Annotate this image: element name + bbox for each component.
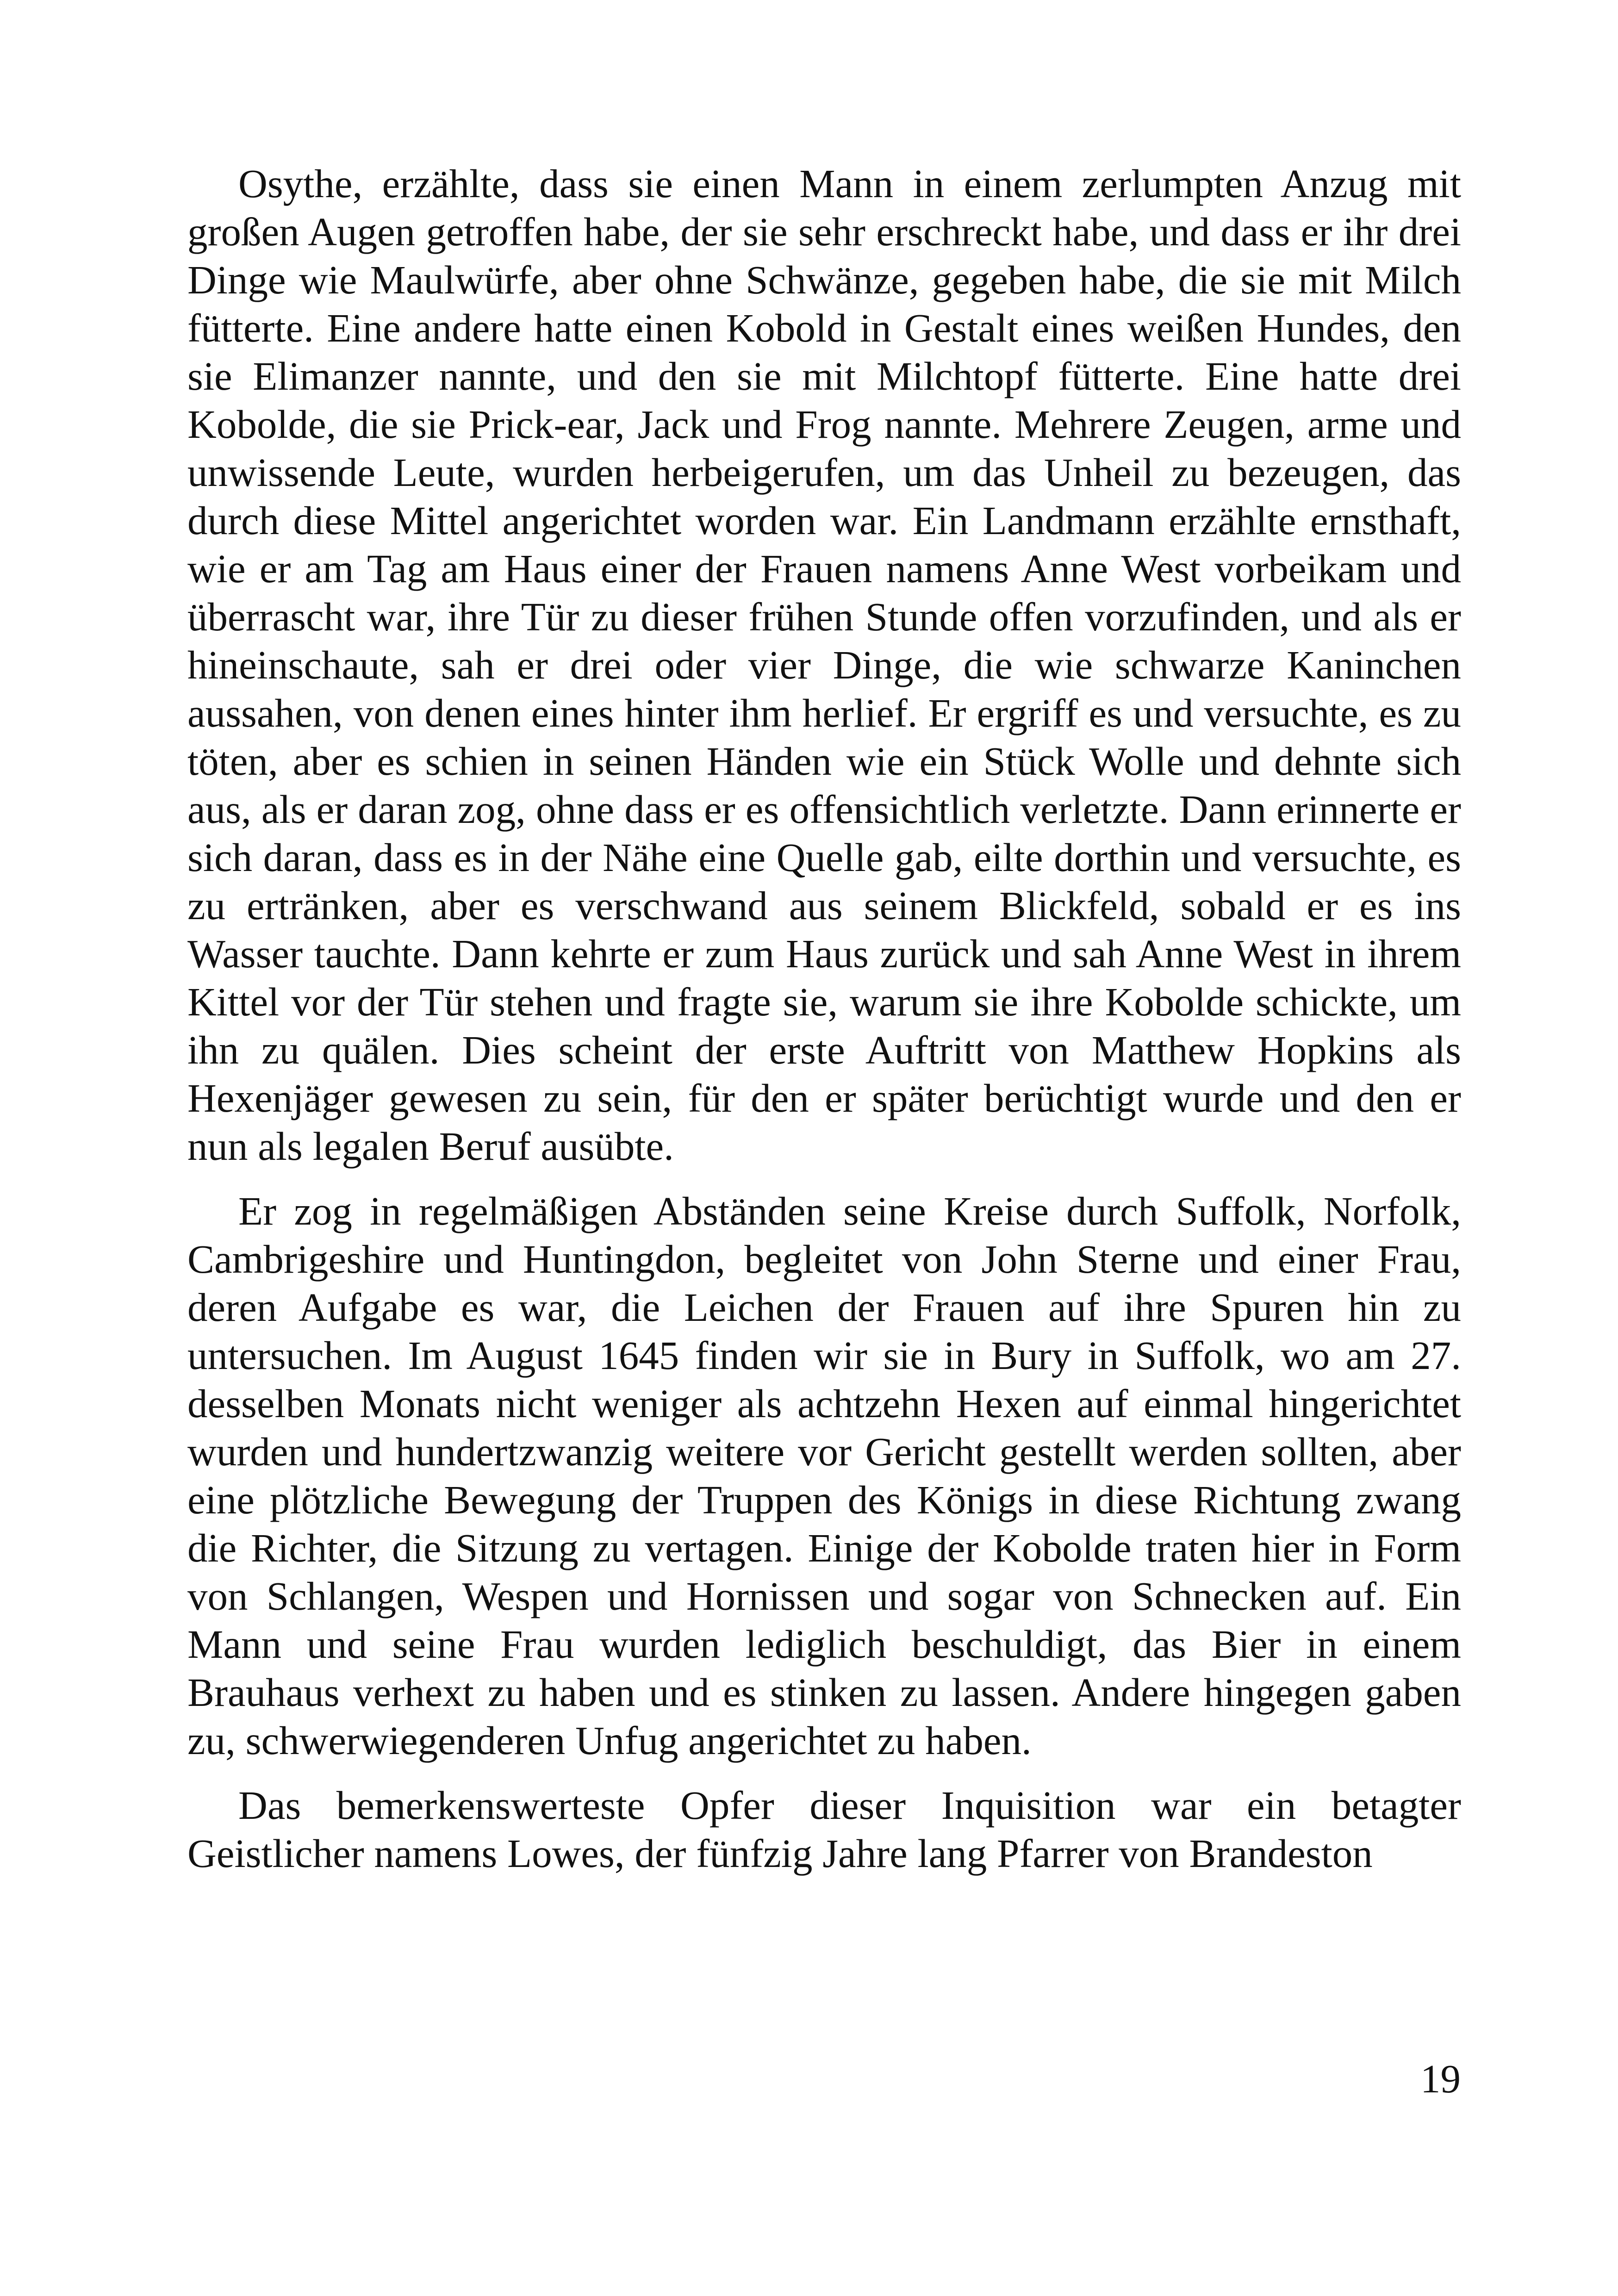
paragraph-3: Das bemerkenswerteste Opfer dieser Inquisition war ein betagter Geistlicher namens Lowes, der fünfzig Jahre lang Pfarrer von Brandeston	[187, 1783, 1461, 1876]
paragraph-2: Er zog in regelmäßigen Abständen seine Kreise durch Suffolk, Norfolk, Cambrigeshire und Huntingdon, begleitet von John Sterne und einer Frau, deren Aufgabe es war, die Leichen der Frauen auf ihre Spuren hin zu untersuchen. Im August 1645 finden wir sie in Bury in Suffolk, wo am 27. desselben Monats nicht weniger als achtzehn Hexen auf einmal hingerichtet wurden und hundertzwanzig weitere vor Gericht gestellt werden sollten, aber eine plötzliche Bewegung der Truppen des Königs in diese Richtung zwang die Richter, die Sitzung zu vertagen. Einige der Kobolde traten hier in Form von Schlangen, Wespen und Hornissen und sogar von Schnecken auf. Ein Mann und seine Frau wurden lediglich beschuldigt, das Bier in einem Brauhaus verhext zu haben und es stinken zu lassen. Andere hingegen gaben zu, schwerwiegenderen Unfug angerichtet zu haben.	[187, 1188, 1461, 1763]
body-text	[187, 160, 1461, 1894]
paragraph-1: Osythe, erzählte, dass sie einen Mann in einem zerlumpten Anzug mit großen Augen getroffen habe, der sie sehr erschreckt habe, und dass er ihr drei Dinge wie Maulwürfe, aber ohne Schwänze, gegeben habe, die sie mit Milch fütterte. Eine andere hatte einen Kobold in Gestalt eines weißen Hundes, den sie Elimanzer nannte, und den sie mit Milchtopf fütterte. Eine hatte drei Kobolde, die sie Prick-ear, Jack und Frog nannte. Mehrere Zeugen, arme und unwissende Leute, wurden herbeigerufen, um das Unheil zu bezeugen, das durch diese Mittel angerichtet worden war. Ein Landmann erzählte ernsthaft, wie er am Tag am Haus einer der Frauen namens Anne West vorbeikam und überrascht war, ihre Tür zu dieser frühen Stunde offen vorzufinden, und als er hineinschaute, sah er drei oder vier Dinge, die wie schwarze Kaninchen aussahen, von denen eines hinter ihm herlief. Er ergriff es und versuchte, es zu töten, aber es schien in seinen Händen wie ein Stück Wolle und dehnte sich aus, als er daran zog, ohne dass er es offensichtlich verletzte. Dann erinnerte er sich daran, dass es in der Nähe eine Quelle gab, eilte dorthin und versuchte, es zu ertränken, aber es verschwand aus seinem Blickfeld, sobald er es ins Wasser tauchte. Dann kehrte er zum Haus zurück und sah Anne West in ihrem Kittel vor der Tür stehen und fragte sie, warum sie ihre Kobolde schickte, um ihn zu quälen. Dies scheint der erste Auftritt von Matthew Hopkins als Hexenjäger gewesen zu sein, für den er später berüchtigt wurde und den er nun als legalen Beruf ausübte.	[187, 161, 1461, 1169]
page-number: 19	[1420, 2056, 1461, 2101]
